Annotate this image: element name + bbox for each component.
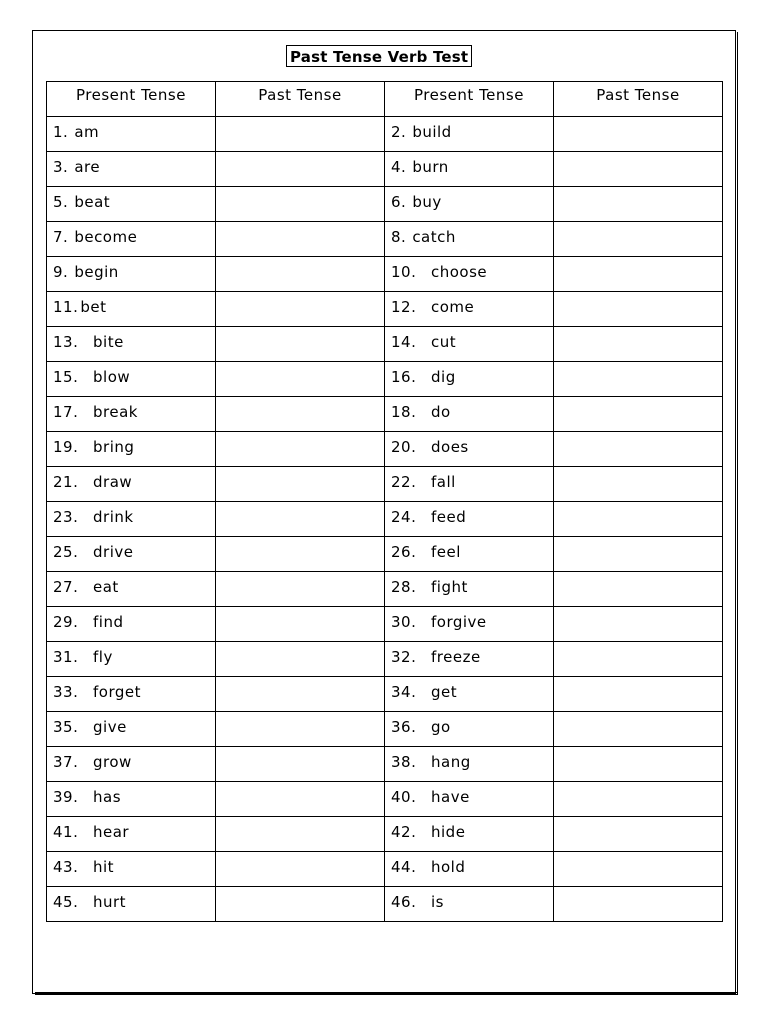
left-past-tense-answer-cell[interactable]: [216, 782, 385, 817]
table-row: [47, 817, 723, 852]
table-row: [47, 152, 723, 187]
left-past-tense-answer-cell[interactable]: [216, 117, 385, 152]
right-past-tense-answer-cell[interactable]: [554, 397, 723, 432]
right-past-tense-answer-cell[interactable]: [554, 572, 723, 607]
verb-word: feel: [431, 543, 461, 561]
verb-word: am: [74, 123, 100, 141]
left-present-tense-cell: [47, 362, 216, 397]
verb-word: bring: [93, 438, 135, 456]
left-present-tense-cell: [47, 327, 216, 362]
left-present-tense-cell: [47, 537, 216, 572]
table-row: [47, 432, 723, 467]
right-present-tense-cell: [385, 642, 554, 677]
item-number: 26.: [391, 543, 417, 561]
right-present-tense-cell: [385, 432, 554, 467]
item-number: 18.: [391, 403, 417, 421]
right-present-tense-cell: [385, 327, 554, 362]
right-past-tense-answer-cell[interactable]: [554, 887, 723, 922]
item-number: 22.: [391, 473, 417, 491]
item-number: 43.: [53, 858, 79, 876]
verb-word: fly: [93, 648, 113, 666]
right-past-tense-answer-cell[interactable]: [554, 152, 723, 187]
table-row: [47, 117, 723, 152]
left-past-tense-answer-cell[interactable]: [216, 222, 385, 257]
verb-word: catch: [412, 228, 456, 246]
table-row: [47, 782, 723, 817]
right-present-tense-cell: [385, 572, 554, 607]
verb-word: fall: [431, 473, 456, 491]
left-past-tense-answer-cell[interactable]: [216, 327, 385, 362]
right-past-tense-answer-cell[interactable]: [554, 852, 723, 887]
left-past-tense-answer-cell[interactable]: [216, 502, 385, 537]
item-number: 27.: [53, 578, 79, 596]
item-number: 30.: [391, 613, 417, 631]
item-number: 10.: [391, 263, 417, 281]
right-present-tense-cell: [385, 747, 554, 782]
item-number: 44.: [391, 858, 417, 876]
header-past-tense-2: Past Tense: [554, 82, 723, 117]
item-number: 9.: [53, 263, 69, 281]
item-number: 15.: [53, 368, 79, 386]
item-number: 37.: [53, 753, 79, 771]
table-row: [47, 642, 723, 677]
verb-word: has: [93, 788, 122, 806]
left-present-tense-cell: [47, 642, 216, 677]
item-number: 21.: [53, 473, 79, 491]
left-present-tense-cell: [47, 817, 216, 852]
item-number: 12.: [391, 298, 417, 316]
header-present-tense-2: Present Tense: [385, 82, 554, 117]
verb-word: find: [93, 613, 124, 631]
item-number: 19.: [53, 438, 79, 456]
left-present-tense-cell: [47, 747, 216, 782]
right-past-tense-answer-cell[interactable]: [554, 817, 723, 852]
page-border-shadow-right: [735, 32, 738, 995]
left-present-tense-cell: [47, 677, 216, 712]
verb-word: give: [93, 718, 127, 736]
left-past-tense-answer-cell[interactable]: [216, 642, 385, 677]
right-present-tense-cell: [385, 887, 554, 922]
table-row: [47, 397, 723, 432]
left-past-tense-answer-cell[interactable]: [216, 362, 385, 397]
verb-word: blow: [93, 368, 131, 386]
verb-word: drink: [93, 508, 134, 526]
left-past-tense-answer-cell[interactable]: [216, 292, 385, 327]
right-present-tense-cell: [385, 362, 554, 397]
verb-word: drive: [93, 543, 134, 561]
left-past-tense-answer-cell[interactable]: [216, 187, 385, 222]
right-present-tense-cell: [385, 257, 554, 292]
verb-word: get: [431, 683, 458, 701]
verb-word: fight: [431, 578, 468, 596]
right-past-tense-answer-cell[interactable]: [554, 292, 723, 327]
item-number: 7.: [53, 228, 69, 246]
table-row: [47, 222, 723, 257]
left-past-tense-answer-cell[interactable]: [216, 152, 385, 187]
item-number: 39.: [53, 788, 79, 806]
worksheet-title: Past Tense Verb Test: [286, 45, 472, 67]
item-number: 2.: [391, 123, 407, 141]
right-present-tense-cell: [385, 712, 554, 747]
verb-word: are: [74, 158, 101, 176]
page-border-shadow-bottom: [35, 992, 738, 995]
table-row: [47, 327, 723, 362]
right-present-tense-cell: [385, 152, 554, 187]
verb-word: forget: [93, 683, 141, 701]
verb-word: begin: [74, 263, 119, 281]
item-number: 46.: [391, 893, 417, 911]
left-present-tense-cell: [47, 187, 216, 222]
item-number: 25.: [53, 543, 79, 561]
table-row: [47, 257, 723, 292]
item-number: 24.: [391, 508, 417, 526]
item-number: 28.: [391, 578, 417, 596]
left-present-tense-cell: [47, 222, 216, 257]
right-past-tense-answer-cell[interactable]: [554, 712, 723, 747]
table-row: [47, 677, 723, 712]
verb-word: beat: [74, 193, 111, 211]
item-number: 32.: [391, 648, 417, 666]
left-present-tense-cell: [47, 502, 216, 537]
verb-table: [46, 81, 723, 922]
left-present-tense-cell: [47, 292, 216, 327]
item-number: 38.: [391, 753, 417, 771]
right-past-tense-answer-cell[interactable]: [554, 187, 723, 222]
verb-word: hold: [431, 858, 466, 876]
table-row: [47, 292, 723, 327]
item-number: 40.: [391, 788, 417, 806]
item-number: 13.: [53, 333, 79, 351]
left-past-tense-answer-cell[interactable]: [216, 852, 385, 887]
item-number: 45.: [53, 893, 79, 911]
table-row: [47, 467, 723, 502]
item-number: 16.: [391, 368, 417, 386]
left-present-tense-cell: [47, 572, 216, 607]
left-past-tense-answer-cell[interactable]: [216, 677, 385, 712]
table-row: [47, 712, 723, 747]
left-past-tense-answer-cell[interactable]: [216, 572, 385, 607]
verb-word: does: [431, 438, 469, 456]
right-present-tense-cell: [385, 467, 554, 502]
table-body: [47, 117, 723, 922]
right-present-tense-cell: [385, 222, 554, 257]
right-present-tense-cell: [385, 397, 554, 432]
right-past-tense-answer-cell[interactable]: [554, 537, 723, 572]
verb-word: hurt: [93, 893, 127, 911]
verb-word: grow: [93, 753, 132, 771]
left-present-tense-cell: [47, 432, 216, 467]
item-number: 11.: [53, 298, 79, 316]
right-present-tense-cell: [385, 187, 554, 222]
table-row: [47, 537, 723, 572]
verb-word: hide: [431, 823, 466, 841]
item-number: 20.: [391, 438, 417, 456]
left-present-tense-cell: [47, 397, 216, 432]
verb-word: bet: [80, 298, 107, 316]
verb-word: hang: [431, 753, 471, 771]
verb-word: hit: [93, 858, 115, 876]
left-past-tense-answer-cell[interactable]: [216, 817, 385, 852]
item-number: 3.: [53, 158, 69, 176]
left-past-tense-answer-cell[interactable]: [216, 397, 385, 432]
right-present-tense-cell: [385, 782, 554, 817]
table-row: [47, 502, 723, 537]
table-row: [47, 187, 723, 222]
table-row: [47, 362, 723, 397]
left-past-tense-answer-cell[interactable]: [216, 467, 385, 502]
verb-word: cut: [431, 333, 457, 351]
verb-word: choose: [431, 263, 488, 281]
verb-word: dig: [431, 368, 456, 386]
item-number: 33.: [53, 683, 79, 701]
left-past-tense-answer-cell[interactable]: [216, 747, 385, 782]
verb-word: go: [431, 718, 451, 736]
item-number: 6.: [391, 193, 407, 211]
right-past-tense-answer-cell[interactable]: [554, 467, 723, 502]
verb-word: feed: [431, 508, 467, 526]
item-number: 36.: [391, 718, 417, 736]
item-number: 8.: [391, 228, 407, 246]
verb-word: become: [74, 228, 138, 246]
item-number: 17.: [53, 403, 79, 421]
item-number: 23.: [53, 508, 79, 526]
verb-word: bite: [93, 333, 124, 351]
table-row: [47, 887, 723, 922]
header-present-tense-1: Present Tense: [47, 82, 216, 117]
verb-word: come: [431, 298, 475, 316]
verb-word: eat: [93, 578, 119, 596]
item-number: 5.: [53, 193, 69, 211]
left-present-tense-cell: [47, 117, 216, 152]
verb-word: freeze: [431, 648, 481, 666]
item-number: 35.: [53, 718, 79, 736]
item-number: 34.: [391, 683, 417, 701]
verb-word: forgive: [431, 613, 487, 631]
left-past-tense-answer-cell[interactable]: [216, 537, 385, 572]
right-past-tense-answer-cell[interactable]: [554, 432, 723, 467]
left-present-tense-cell: [47, 257, 216, 292]
left-past-tense-answer-cell[interactable]: [216, 432, 385, 467]
left-past-tense-answer-cell[interactable]: [216, 607, 385, 642]
item-number: 42.: [391, 823, 417, 841]
right-present-tense-cell: [385, 677, 554, 712]
table-row: [47, 747, 723, 782]
right-past-tense-answer-cell[interactable]: [554, 257, 723, 292]
table-row: [47, 572, 723, 607]
right-past-tense-answer-cell[interactable]: [554, 747, 723, 782]
left-present-tense-cell: [47, 467, 216, 502]
right-past-tense-answer-cell[interactable]: [554, 502, 723, 537]
right-past-tense-answer-cell[interactable]: [554, 677, 723, 712]
verb-word: burn: [412, 158, 449, 176]
verb-word: buy: [412, 193, 442, 211]
right-past-tense-answer-cell[interactable]: [554, 642, 723, 677]
left-present-tense-cell: [47, 887, 216, 922]
left-present-tense-cell: [47, 712, 216, 747]
verb-word: have: [431, 788, 470, 806]
left-present-tense-cell: [47, 152, 216, 187]
header-row: [47, 82, 723, 117]
right-past-tense-answer-cell[interactable]: [554, 117, 723, 152]
right-past-tense-answer-cell[interactable]: [554, 327, 723, 362]
item-number: 4.: [391, 158, 407, 176]
left-past-tense-answer-cell[interactable]: [216, 257, 385, 292]
right-present-tense-cell: [385, 852, 554, 887]
right-present-tense-cell: [385, 537, 554, 572]
table-row: [47, 607, 723, 642]
right-present-tense-cell: [385, 117, 554, 152]
right-present-tense-cell: [385, 607, 554, 642]
header-past-tense-1: Past Tense: [216, 82, 385, 117]
item-number: 41.: [53, 823, 79, 841]
right-present-tense-cell: [385, 292, 554, 327]
left-past-tense-answer-cell[interactable]: [216, 887, 385, 922]
left-present-tense-cell: [47, 782, 216, 817]
verb-word: do: [431, 403, 451, 421]
left-present-tense-cell: [47, 607, 216, 642]
item-number: 1.: [53, 123, 69, 141]
right-present-tense-cell: [385, 817, 554, 852]
right-past-tense-answer-cell[interactable]: [554, 782, 723, 817]
item-number: 14.: [391, 333, 417, 351]
right-past-tense-answer-cell[interactable]: [554, 222, 723, 257]
left-present-tense-cell: [47, 852, 216, 887]
right-past-tense-answer-cell[interactable]: [554, 607, 723, 642]
item-number: 29.: [53, 613, 79, 631]
item-number: 31.: [53, 648, 79, 666]
left-past-tense-answer-cell[interactable]: [216, 712, 385, 747]
verb-word: break: [93, 403, 138, 421]
verb-word: draw: [93, 473, 133, 491]
right-past-tense-answer-cell[interactable]: [554, 362, 723, 397]
verb-word: hear: [93, 823, 130, 841]
verb-word: is: [431, 893, 444, 911]
table-row: [47, 852, 723, 887]
right-present-tense-cell: [385, 502, 554, 537]
verb-word: build: [412, 123, 452, 141]
